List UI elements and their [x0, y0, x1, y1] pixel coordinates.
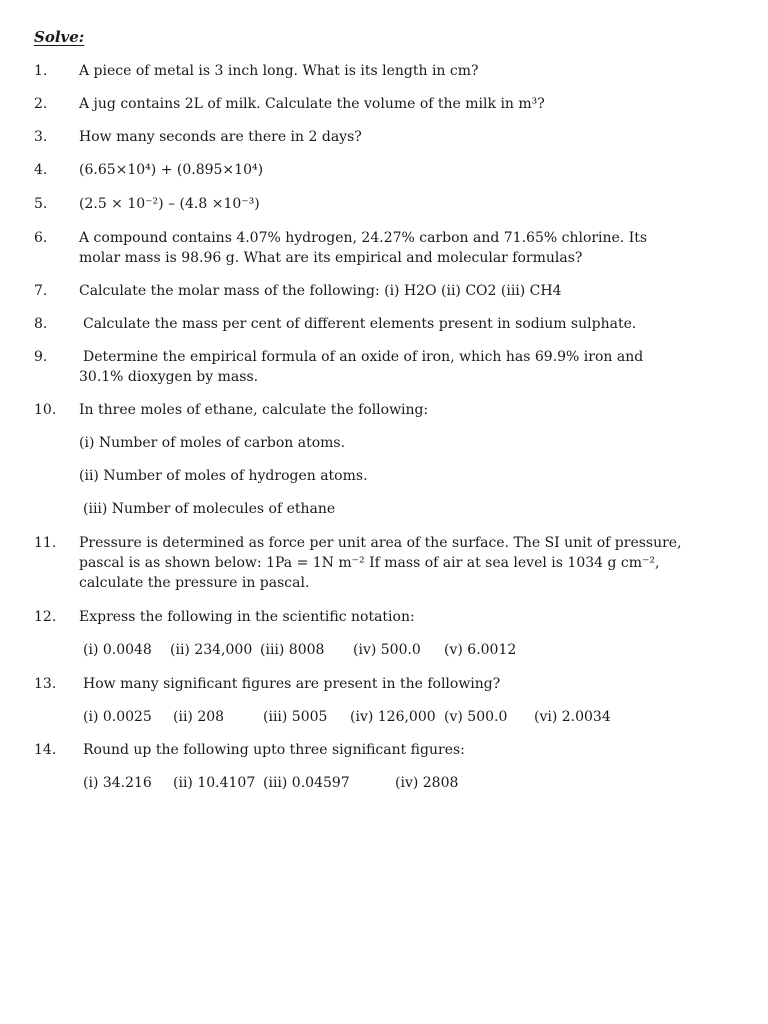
question-11-number: 11.: [34, 535, 57, 551]
question-13-option: (v) 500.0: [444, 709, 508, 725]
question-7-number: 7.: [34, 283, 48, 299]
question-8-number: 8.: [34, 316, 48, 332]
page-heading: Solve:: [34, 28, 85, 46]
question-5-number: 5.: [34, 196, 48, 212]
question-8-text: Calculate the mass per cent of different elements present in sodium sulphate.: [83, 316, 637, 332]
question-2-text: A jug contains 2L of milk. Calculate the volume of the milk in m³?: [79, 96, 545, 112]
question-14-option: (i) 34.216: [83, 775, 152, 791]
question-13-option: (iv) 126,000: [350, 709, 436, 725]
question-10-part: (i) Number of moles of carbon atoms.: [79, 435, 346, 451]
question-4-text: (6.65×10⁴) + (0.895×10⁴): [79, 162, 264, 178]
question-14-option: (iii) 0.04597: [263, 775, 350, 791]
question-13-option: (iii) 5005: [263, 709, 328, 725]
question-12-option: (ii) 234,000: [170, 642, 253, 658]
question-10-number: 10.: [34, 402, 57, 418]
question-14-text: Round up the following upto three significant figures:: [83, 742, 465, 758]
question-12-option: (iii) 8008: [260, 642, 325, 658]
question-12-option: (i) 0.0048: [83, 642, 152, 658]
question-12-text: Express the following in the scientific notation:: [79, 609, 415, 625]
question-6-text: A compound contains 4.07% hydrogen, 24.27% carbon and 71.65% chlorine. Its molar mass is 98.96 g. What are its empirical and molecular formulas?: [79, 230, 648, 266]
question-13-option: (ii) 208: [173, 709, 225, 725]
question-12-number: 12.: [34, 609, 57, 625]
question-12-option: (v) 6.0012: [444, 642, 517, 658]
question-7-text: Calculate the molar mass of the following: (i) H2O (ii) CO2 (iii) CH4: [79, 283, 562, 299]
question-14-option: (ii) 10.4107: [173, 775, 256, 791]
question-5-text: (2.5 × 10⁻²) – (4.8 ×10⁻³): [79, 196, 260, 212]
question-13-text: How many significant figures are present in the following?: [83, 676, 501, 692]
question-10-part: (iii) Number of molecules of ethane: [83, 501, 336, 517]
question-14-number: 14.: [34, 742, 57, 758]
question-9-text: Determine the empirical formula of an oxide of iron, which has 69.9% iron and 30.1% dioxygen by mass.: [79, 349, 644, 385]
question-4-number: 4.: [34, 162, 48, 178]
question-1-text: A piece of metal is 3 inch long. What is its length in cm?: [79, 63, 479, 79]
question-13-option: (vi) 2.0034: [534, 709, 611, 725]
question-11-text: Pressure is determined as force per unit area of the surface. The SI unit of pressure, pascal is as shown below: 1Pa = 1N m⁻² If mass of air at sea level is 1034 g cm⁻², calculate the pressure in pascal.: [79, 535, 682, 591]
question-14-option: (iv) 2808: [395, 775, 459, 791]
question-6-number: 6.: [34, 230, 48, 246]
question-9-number: 9.: [34, 349, 48, 365]
question-10-part: (ii) Number of moles of hydrogen atoms.: [79, 468, 368, 484]
question-10-text: In three moles of ethane, calculate the following:: [79, 402, 429, 418]
question-3-text: How many seconds are there in 2 days?: [79, 129, 362, 145]
question-3-number: 3.: [34, 129, 48, 145]
question-12-option: (iv) 500.0: [353, 642, 421, 658]
question-1-number: 1.: [34, 63, 48, 79]
question-2-number: 2.: [34, 96, 48, 112]
question-13-number: 13.: [34, 676, 57, 692]
question-13-option: (i) 0.0025: [83, 709, 152, 725]
